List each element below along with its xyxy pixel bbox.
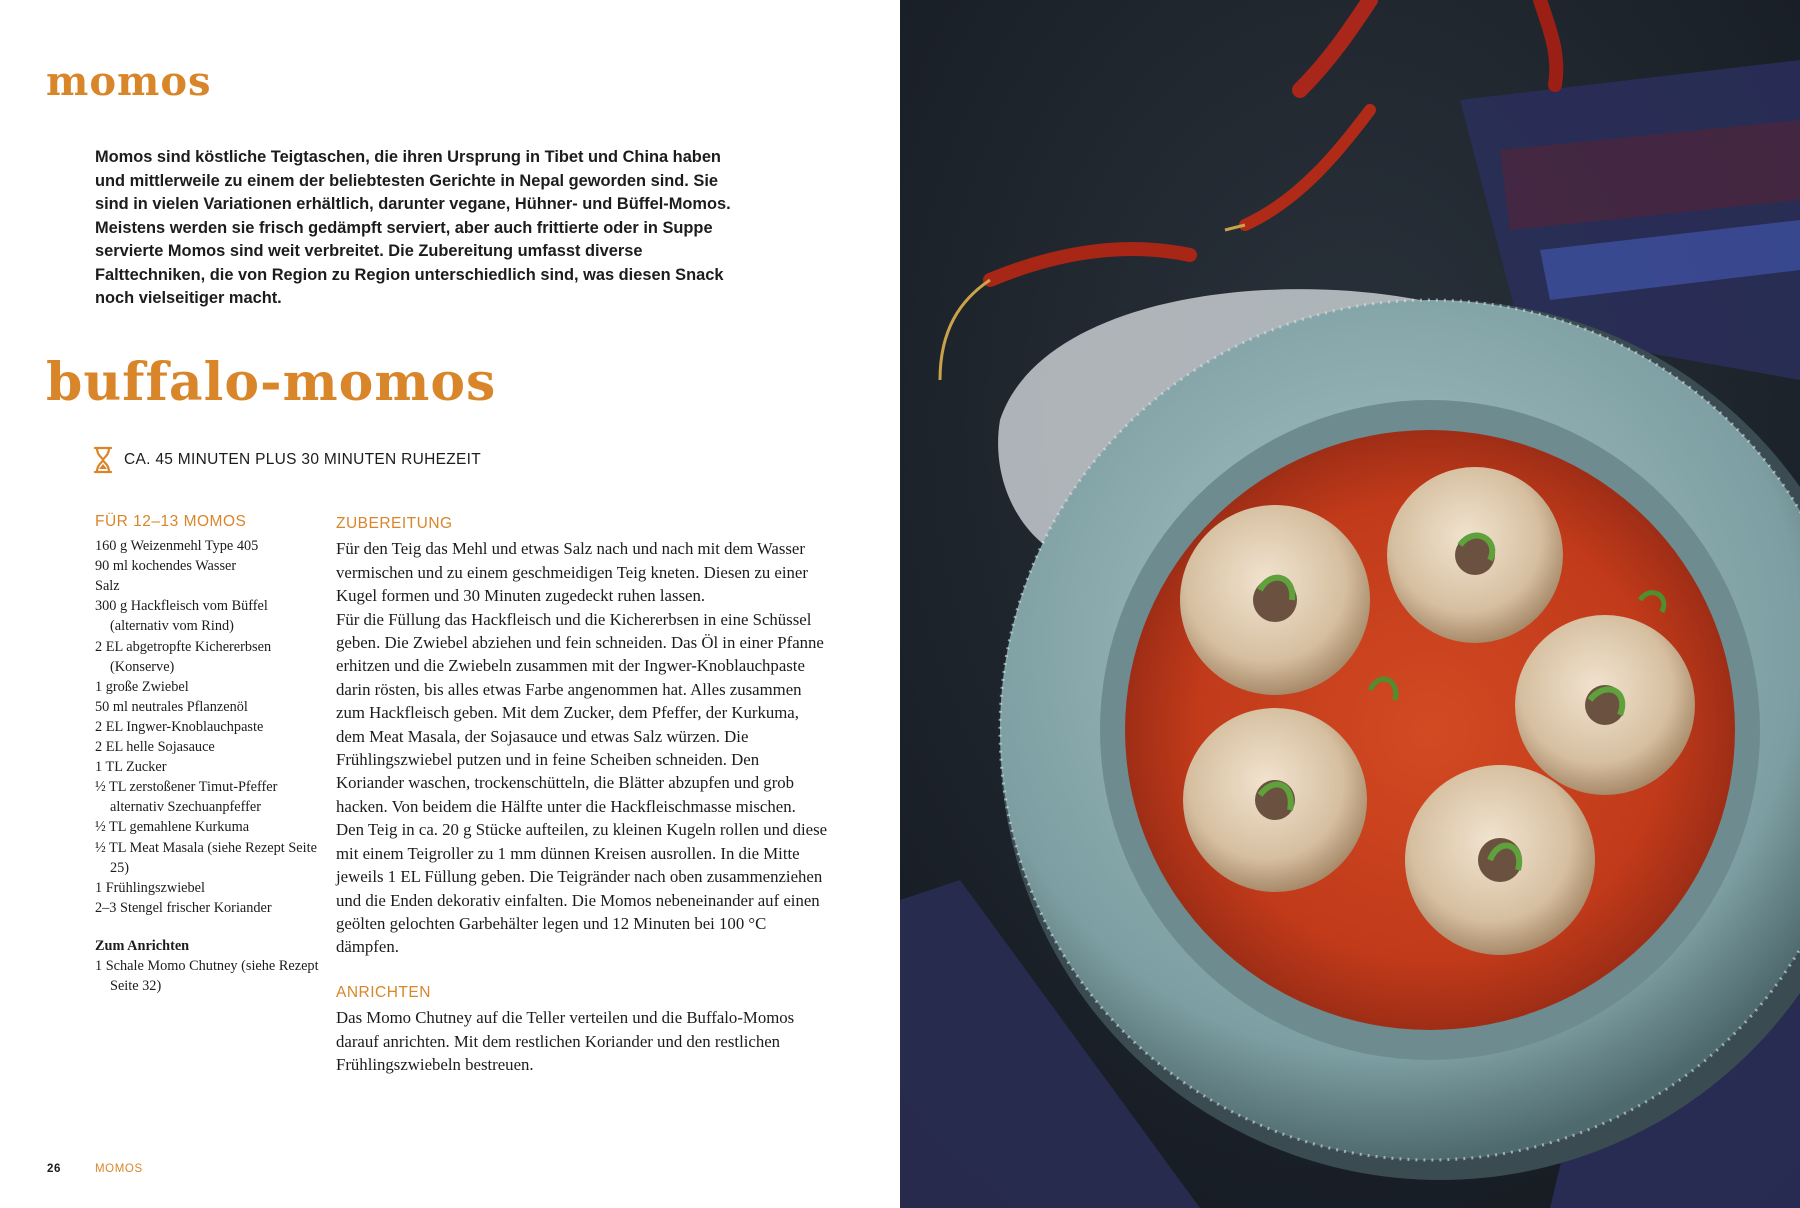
ingredient-item: 1 TL Zucker (95, 759, 167, 776)
serving-heading: ANRICHTEN (336, 983, 431, 1001)
preparation-column (336, 512, 828, 1076)
ingredient-item: 90 ml kochendes Wasser (95, 558, 237, 575)
ingredient-item: 2 EL abgetropfte Kichererbsen (Konserve) (95, 638, 272, 675)
ingredient-item: 2 EL helle Sojasauce (95, 739, 215, 756)
time-text: CA. 45 MINUTEN PLUS 30 MINUTEN RUHEZEIT (124, 451, 482, 468)
ingredient-item: Salz (95, 578, 120, 595)
hourglass-icon (92, 446, 114, 474)
intro-paragraph: Momos sind köstliche Teigtaschen, die ihren Ursprung in Tibet und China haben und mittlerweile zu einem der beliebtesten Gerichte in Nepal geworden sind. Sie sind in vielen Variationen erhältlich, darunter vegane, Hühner- und Büffel-Momos. Meistens werden sie frisch gedämpft serviert, aber auch frittierte oder in Suppe servierte Momos sind weit verbreitet. Die Zubereitung umfasst diverse Falttechniken, die von Region zu Region unterschiedlich sind, was diesen Snack noch vielseitiger macht. (95, 148, 731, 307)
serve-item: 1 Schale Momo Chutney (siehe Rezept Seite 32) (95, 957, 319, 995)
ingredient-item: 160 g Weizenmehl Type 405 (95, 538, 259, 555)
momos-photo-illustration (900, 0, 1800, 1208)
preparation-heading: ZUBEREITUNG (336, 515, 453, 532)
ingredient-item: 1 große Zwiebel (95, 678, 189, 695)
ingredient-item: ½ TL zerstoßener Timut-Pfeffer alternativ Szechuanpfeffer (95, 779, 278, 816)
food-photo (900, 0, 1800, 1208)
preparation-step: Den Teig in ca. 20 g Stücke aufteilen, zu kleinen Kugeln rollen und diese mit einem Teigroller zu 1 mm dünnen Kreisen ausrollen. In die Mitte jeweils 1 EL Füllung geben. Die Teigränder nach oben zusammenziehen und die Enden dekorativ einfalten. Die Momos nebeneinander auf einen geölten gelochten Garbehälter legen und 12 Minuten bei 100 °C dämpfen. (336, 820, 828, 957)
ingredient-item: 1 Frühlingszwiebel (95, 879, 205, 896)
ingredient-item: ½ TL Meat Masala (siehe Rezept Seite 25) (95, 839, 317, 876)
ingredient-item: 2–3 Stengel frischer Koriander (95, 899, 272, 916)
serving-text: Das Momo Chutney auf die Teller verteilen und die Buffalo-Momos darauf anrichten. Mit dem restlichen Koriander und den restlichen Frühlingszwiebeln bestreuen. (336, 1008, 795, 1074)
ingredient-item: 2 EL Ingwer-Knoblauchpaste (95, 718, 264, 735)
ingredients-list (95, 536, 325, 918)
serve-heading: Zum Anrichten (95, 937, 190, 954)
ingredient-item: ½ TL gemahlene Kurkuma (95, 819, 250, 836)
page-number: 26 (47, 1163, 61, 1175)
time-info (92, 446, 481, 474)
footer-section: MOMOS (95, 1163, 143, 1175)
ingredients-column (95, 512, 325, 996)
preparation-step: Für den Teig das Mehl und etwas Salz nach und nach mit dem Wasser vermischen und zu einem geschmeidigen Teig kneten. Diesen zu einer Kugel formen und 30 Minuten zugedeckt ruhen lassen. (336, 539, 808, 606)
ingredient-item: 50 ml neutrales Pflanzenöl (95, 698, 248, 715)
ingredient-item: 300 g Hackfleisch vom Büffel (alternativ vom Rind) (95, 598, 268, 635)
ingredients-heading: FÜR 12–13 MOMOS (95, 513, 247, 530)
recipe-title: buffalo-momos (46, 352, 497, 413)
page-title: momos (46, 58, 212, 105)
preparation-step: Für die Füllung das Hackfleisch und die Kichererbsen in eine Schüssel geben. Die Zwiebel abziehen und fein schneiden. Das Öl in einer Pfanne erhitzen und die Zwiebeln zusammen mit der Ingwer-Knoblauchpaste darin rösten, bis alles etwas Farbe angenommen hat. Alles zusammen zum Hackfleisch geben. Mit dem Zucker, dem Pfeffer, der Kurkuma, dem Meat Masala, der Sojasauce und etwas Salz würzen. Die Frühlingszwiebel putzen und in feine Scheiben schneiden. Den Koriander waschen, trockenschütteln, die Blätter abzupfen und grob hacken. Von beidem die Hälfte unter die Hackfleischmasse mischen. (336, 609, 824, 816)
